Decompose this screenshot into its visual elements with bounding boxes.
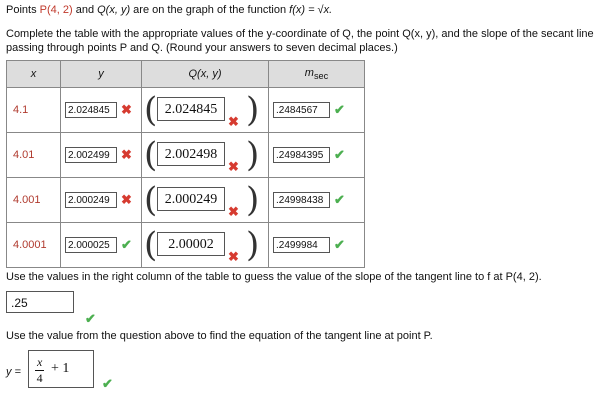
secant-table — [6, 60, 365, 268]
y-input[interactable]: 2.000249 — [65, 192, 117, 208]
table-row — [7, 133, 365, 178]
x-icon: ✖ — [228, 204, 239, 219]
q-input[interactable]: 2.00002 — [157, 232, 225, 256]
check-icon: ✔ — [334, 102, 345, 117]
table-header-row — [7, 61, 365, 88]
check-icon: ✔ — [102, 376, 113, 391]
q-input[interactable]: 2.000249 — [157, 187, 225, 211]
x-icon: ✖ — [121, 147, 132, 162]
right-paren: ) — [246, 90, 260, 130]
header-y: y — [61, 61, 142, 88]
instructions-line1: Complete the table with the appropriate values of the y-coordinate of Q, the point Q(x, y), and the slope of the secant line — [6, 28, 594, 40]
x-value: 4.0001 — [7, 223, 61, 268]
m-input[interactable]: .24984395 — [273, 147, 330, 163]
point-p: P(4, 2) — [39, 4, 73, 16]
check-icon: ✔ — [121, 237, 132, 252]
check-icon: ✔ — [334, 237, 345, 252]
table-row — [7, 223, 365, 268]
fraction-denominator: 4 — [36, 371, 43, 385]
header-m-symbol: m — [304, 66, 314, 79]
left-paren: ( — [144, 180, 158, 220]
right-paren: ) — [246, 135, 260, 175]
tangent-equation-input[interactable] — [28, 350, 94, 388]
intro-text-after: are on the graph of the function — [130, 4, 290, 16]
instructions-line2: passing through points P and Q. (Round your answers to seven decimal places.) — [6, 42, 398, 54]
right-paren: ) — [246, 225, 260, 265]
q-input[interactable]: 2.002498 — [157, 142, 225, 166]
m-input[interactable]: .2484567 — [273, 102, 330, 118]
fraction — [35, 355, 44, 386]
table-row — [7, 88, 365, 133]
intro-text-mid: and — [72, 4, 98, 16]
x-icon: ✖ — [228, 114, 239, 129]
header-m — [269, 61, 365, 88]
check-icon: ✔ — [334, 192, 345, 207]
check-icon: ✔ — [334, 147, 345, 162]
x-value: 4.1 — [7, 88, 61, 133]
y-input[interactable]: 2.024845 — [65, 102, 117, 118]
right-paren: ) — [246, 180, 260, 220]
table-row — [7, 178, 365, 223]
left-paren: ( — [144, 135, 158, 175]
header-q: Q(x, y) — [142, 61, 269, 88]
check-icon: ✔ — [85, 311, 96, 326]
x-icon: ✖ — [121, 192, 132, 207]
problem-intro — [6, 4, 332, 16]
header-x: x — [7, 61, 61, 88]
slope-answer-input[interactable]: .25 — [6, 291, 74, 313]
y-input[interactable]: 2.002499 — [65, 147, 117, 163]
intro-text: Points — [6, 4, 40, 16]
left-paren: ( — [144, 90, 158, 130]
question3-text: Use the value from the question above to find the equation of the tangent line at point P. — [6, 330, 433, 342]
x-icon: ✖ — [121, 102, 132, 117]
equation-label: y = — [6, 366, 21, 378]
fraction-numerator: x — [37, 355, 43, 369]
x-value: 4.01 — [7, 133, 61, 178]
function-label: f(x) = √x. — [289, 4, 333, 16]
constant-term: + 1 — [51, 361, 70, 376]
y-input[interactable]: 2.000025 — [65, 237, 117, 253]
m-input[interactable]: .2499984 — [273, 237, 330, 253]
m-input[interactable]: .24998438 — [273, 192, 330, 208]
x-icon: ✖ — [228, 249, 239, 264]
question2-text: Use the values in the right column of the table to guess the value of the slope of the tangent line to f at P(4, 2). — [6, 271, 542, 283]
header-m-sub: sec — [313, 71, 329, 82]
x-icon: ✖ — [228, 159, 239, 174]
left-paren: ( — [144, 225, 158, 265]
q-input[interactable]: 2.024845 — [157, 97, 225, 121]
x-value: 4.001 — [7, 178, 61, 223]
point-q: Q(x, y) — [97, 4, 131, 16]
